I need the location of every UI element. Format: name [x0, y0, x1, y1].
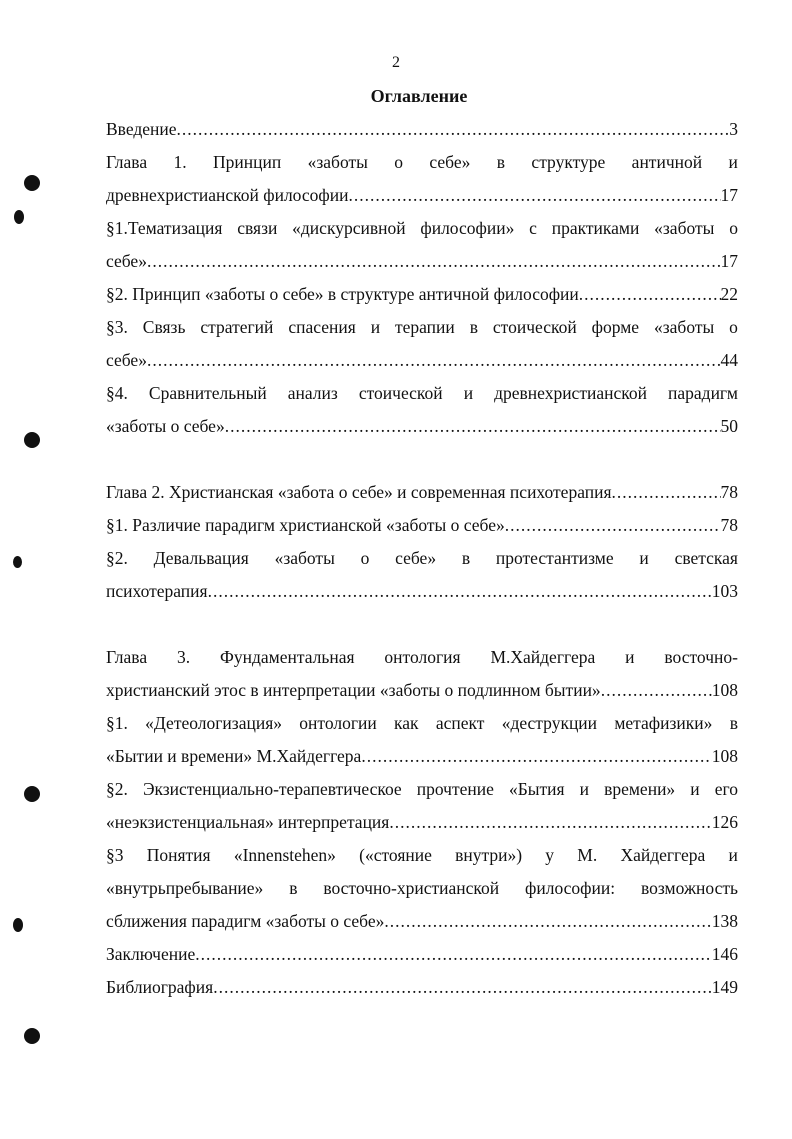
leader-dots [147, 349, 721, 371]
toc-entry-ch3-section-3-cont[interactable] [106, 910, 738, 932]
toc-entry-label: психотерапия [106, 581, 208, 601]
toc-word: метафизики» [614, 713, 713, 733]
toc-word: Глава [106, 152, 148, 172]
toc-word: «деструкции [501, 713, 598, 733]
toc-page-number: 17 [720, 185, 738, 205]
toc-word: себе» [429, 152, 471, 172]
toc-page-number: 149 [711, 977, 738, 997]
toc-word: и [370, 317, 381, 337]
toc-word: «Детеологизация» [145, 713, 282, 733]
toc-word: возможность [641, 878, 738, 898]
toc-page-number: 3 [729, 119, 738, 139]
toc-entry-ch1-section-2[interactable] [106, 283, 738, 305]
toc-word: «заботы [653, 317, 715, 337]
toc-word: Девальвация [153, 548, 249, 568]
toc-word: о [729, 317, 738, 337]
toc-word: о [729, 218, 738, 238]
leader-dots [612, 481, 721, 503]
toc-word: как [394, 713, 419, 733]
leader-dots [579, 283, 721, 305]
toc-word: протестантизме [495, 548, 614, 568]
toc-word: в [729, 713, 738, 733]
toc-word: М.Хайдеггера [490, 647, 596, 667]
toc-entry-label: Заключение [106, 944, 196, 964]
toc-word: «заботы [654, 218, 715, 238]
leader-dots [225, 415, 721, 437]
toc-page-number: 78 [720, 515, 738, 535]
toc-word: «заботы [274, 548, 335, 568]
toc-entry-ch1-section-1[interactable] [106, 217, 738, 239]
toc-word: философии» [420, 218, 515, 238]
toc-word: «внутрьпребывание» [106, 878, 264, 898]
toc-page-number: 146 [711, 944, 738, 964]
toc-word: прочтение [416, 779, 494, 799]
toc-word: стоической [492, 317, 577, 337]
toc-entry-label: христианский этос в интерпретации «заботы о подлинном бытии» [106, 680, 601, 700]
binding-hole-mark [24, 786, 40, 802]
toc-word: практиками [551, 218, 640, 238]
toc-word: «заботы [307, 152, 368, 172]
toc-entry-ch2-section-2[interactable] [106, 547, 738, 569]
toc-entry-chapter-3[interactable] [106, 646, 738, 668]
toc-entry-label: «неэкзистенциальная» интерпретация [106, 812, 390, 832]
leader-dots [361, 745, 711, 767]
toc-word: §3. [106, 317, 128, 337]
toc-entry-ch1-section-4-cont[interactable] [106, 415, 738, 437]
toc-word: себе» [395, 548, 437, 568]
toc-word: Сравнительный [148, 383, 267, 403]
toc-word: «дискурсивной [292, 218, 406, 238]
toc-entry-ch3-section-2-cont[interactable] [106, 811, 738, 833]
toc-word: в [289, 878, 298, 898]
toc-entry-ch1-section-3-cont[interactable] [106, 349, 738, 371]
toc-word: древнехристианской [494, 383, 647, 403]
toc-word: «Бытия [508, 779, 565, 799]
toc-word: светская [674, 548, 738, 568]
toc-word: 3. [177, 647, 191, 667]
leader-dots [147, 250, 721, 272]
toc-page-number: 50 [720, 416, 738, 436]
toc-entry-intro[interactable] [106, 118, 738, 140]
toc-word: парадигм [668, 383, 738, 403]
toc-entry-label: сближения парадигм «заботы о себе» [106, 911, 385, 931]
toc-word: Экзистенциально-терапевтическое [142, 779, 402, 799]
toc-page-number: 78 [720, 482, 738, 502]
toc-word: Фундаментальная [220, 647, 355, 667]
toc-word: о [360, 548, 370, 568]
toc-page-number: 17 [720, 251, 738, 271]
toc-word: онтология [384, 647, 461, 667]
toc-word: связи [237, 218, 278, 238]
leader-dots [208, 580, 712, 602]
toc-entry-ch1-section-4[interactable] [106, 382, 738, 404]
leader-dots [389, 811, 711, 833]
toc-page-number: 22 [720, 284, 738, 304]
toc-word: внутри») [455, 845, 523, 865]
toc-word: времени» [604, 779, 676, 799]
toc-page-number: 126 [711, 812, 738, 832]
toc-word: онтологии [299, 713, 377, 733]
toc-word: Хайдеггера [620, 845, 706, 865]
toc-entry-ch1-section-1-cont[interactable] [106, 250, 738, 272]
toc-page-number: 138 [711, 911, 738, 931]
leader-dots [177, 118, 730, 140]
toc-word: восточно-христианской [323, 878, 500, 898]
toc-word: стоической [358, 383, 443, 403]
toc-word: анализ [287, 383, 338, 403]
toc-entry-ch1-section-3[interactable] [106, 316, 738, 338]
leader-dots [505, 514, 721, 536]
toc-word: («стояние [359, 845, 432, 865]
page-title: Оглавление [370, 86, 468, 106]
leader-dots [213, 976, 712, 998]
toc-page-number: 44 [720, 350, 738, 370]
toc-word: Понятия [146, 845, 211, 865]
binding-hole-mark [24, 175, 40, 191]
leader-dots [384, 910, 711, 932]
toc-page-number: 103 [711, 581, 738, 601]
toc-word: §1.Тематизация [106, 218, 223, 238]
toc-word: спасения [288, 317, 356, 337]
toc-word: восточно- [664, 647, 738, 667]
toc-entry-chapter-3-cont[interactable] [106, 679, 738, 701]
toc-word: Принцип [213, 152, 282, 172]
toc-entry-ch3-section-1[interactable] [106, 712, 738, 734]
toc-word: 1. [173, 152, 187, 172]
toc-word: и [690, 779, 700, 799]
toc-word: стратегий [200, 317, 274, 337]
toc-word: §2. [106, 779, 128, 799]
toc-entry-chapter-1-cont[interactable] [106, 184, 738, 206]
toc-entry-label: Введение [106, 119, 177, 139]
toc-word: «Innenstehen» [233, 845, 336, 865]
page-number: 2 [392, 54, 400, 71]
toc-word: §2. [106, 548, 128, 568]
binding-hole-mark [14, 210, 24, 224]
toc-word: терапии [394, 317, 455, 337]
toc-word: философии: [525, 878, 616, 898]
toc-word: §3 [106, 845, 124, 865]
toc-word: §1. [106, 713, 128, 733]
toc-entry-ch2-section-2-cont[interactable] [106, 580, 738, 602]
leader-dots [601, 679, 712, 701]
toc-entry-label: §2. Принцип «заботы о себе» в структуре античной философии [106, 284, 579, 304]
toc-entry-ch3-section-1-cont[interactable] [106, 745, 738, 767]
toc-word: §4. [106, 383, 128, 403]
toc-word: античной [631, 152, 703, 172]
toc-word: аспект [435, 713, 485, 733]
toc-entry-ch3-section-3-line2[interactable] [106, 877, 738, 899]
toc-entry-label: «заботы о себе» [106, 416, 225, 436]
toc-word: М. [577, 845, 598, 865]
binding-hole-mark [24, 1028, 40, 1044]
toc-page-number: 108 [711, 680, 738, 700]
toc-entry-label: Библиография [106, 977, 214, 997]
toc-entry-ch3-section-3[interactable] [106, 844, 738, 866]
toc-word: в [496, 152, 506, 172]
toc-entry-chapter-1[interactable] [106, 151, 738, 173]
toc-word: и [639, 548, 649, 568]
leader-dots [348, 184, 720, 206]
toc-entry-ch2-section-1[interactable] [106, 514, 738, 536]
toc-word: структуре [531, 152, 606, 172]
toc-word: с [529, 218, 537, 238]
toc-entry-bibliography[interactable] [106, 976, 738, 998]
toc-word: о [394, 152, 404, 172]
binding-hole-mark [13, 556, 22, 568]
toc-entry-chapter-2[interactable] [106, 481, 738, 503]
binding-hole-mark [13, 918, 23, 932]
toc-word: в [461, 548, 471, 568]
toc-word: Связь [142, 317, 186, 337]
toc-entry-label: себе» [106, 251, 147, 271]
toc-word: Глава [106, 647, 148, 667]
toc-word: у [545, 845, 555, 865]
toc-entry-conclusion[interactable] [106, 943, 738, 965]
leader-dots [195, 943, 712, 965]
toc-entry-label: себе» [106, 350, 147, 370]
toc-word: форме [591, 317, 640, 337]
toc-word: и [728, 845, 738, 865]
toc-word: и [625, 647, 635, 667]
toc-entry-label: древнехристианской философии [106, 185, 349, 205]
toc-word: и [579, 779, 590, 799]
toc-word: и [463, 383, 474, 403]
toc-entry-ch3-section-2[interactable] [106, 778, 738, 800]
toc-word: в [469, 317, 478, 337]
binding-hole-mark [24, 432, 40, 448]
toc-word: и [728, 152, 738, 172]
toc-entry-label: §1. Различие парадигм христианской «заботы о себе» [106, 515, 505, 535]
toc-entry-label: «Бытии и времени» М.Хайдеггера [106, 746, 362, 766]
toc-page-number: 108 [711, 746, 738, 766]
toc-entry-label: Глава 2. Христианская «забота о себе» и современная психотерапия [106, 482, 612, 502]
toc-word: его [714, 779, 738, 799]
